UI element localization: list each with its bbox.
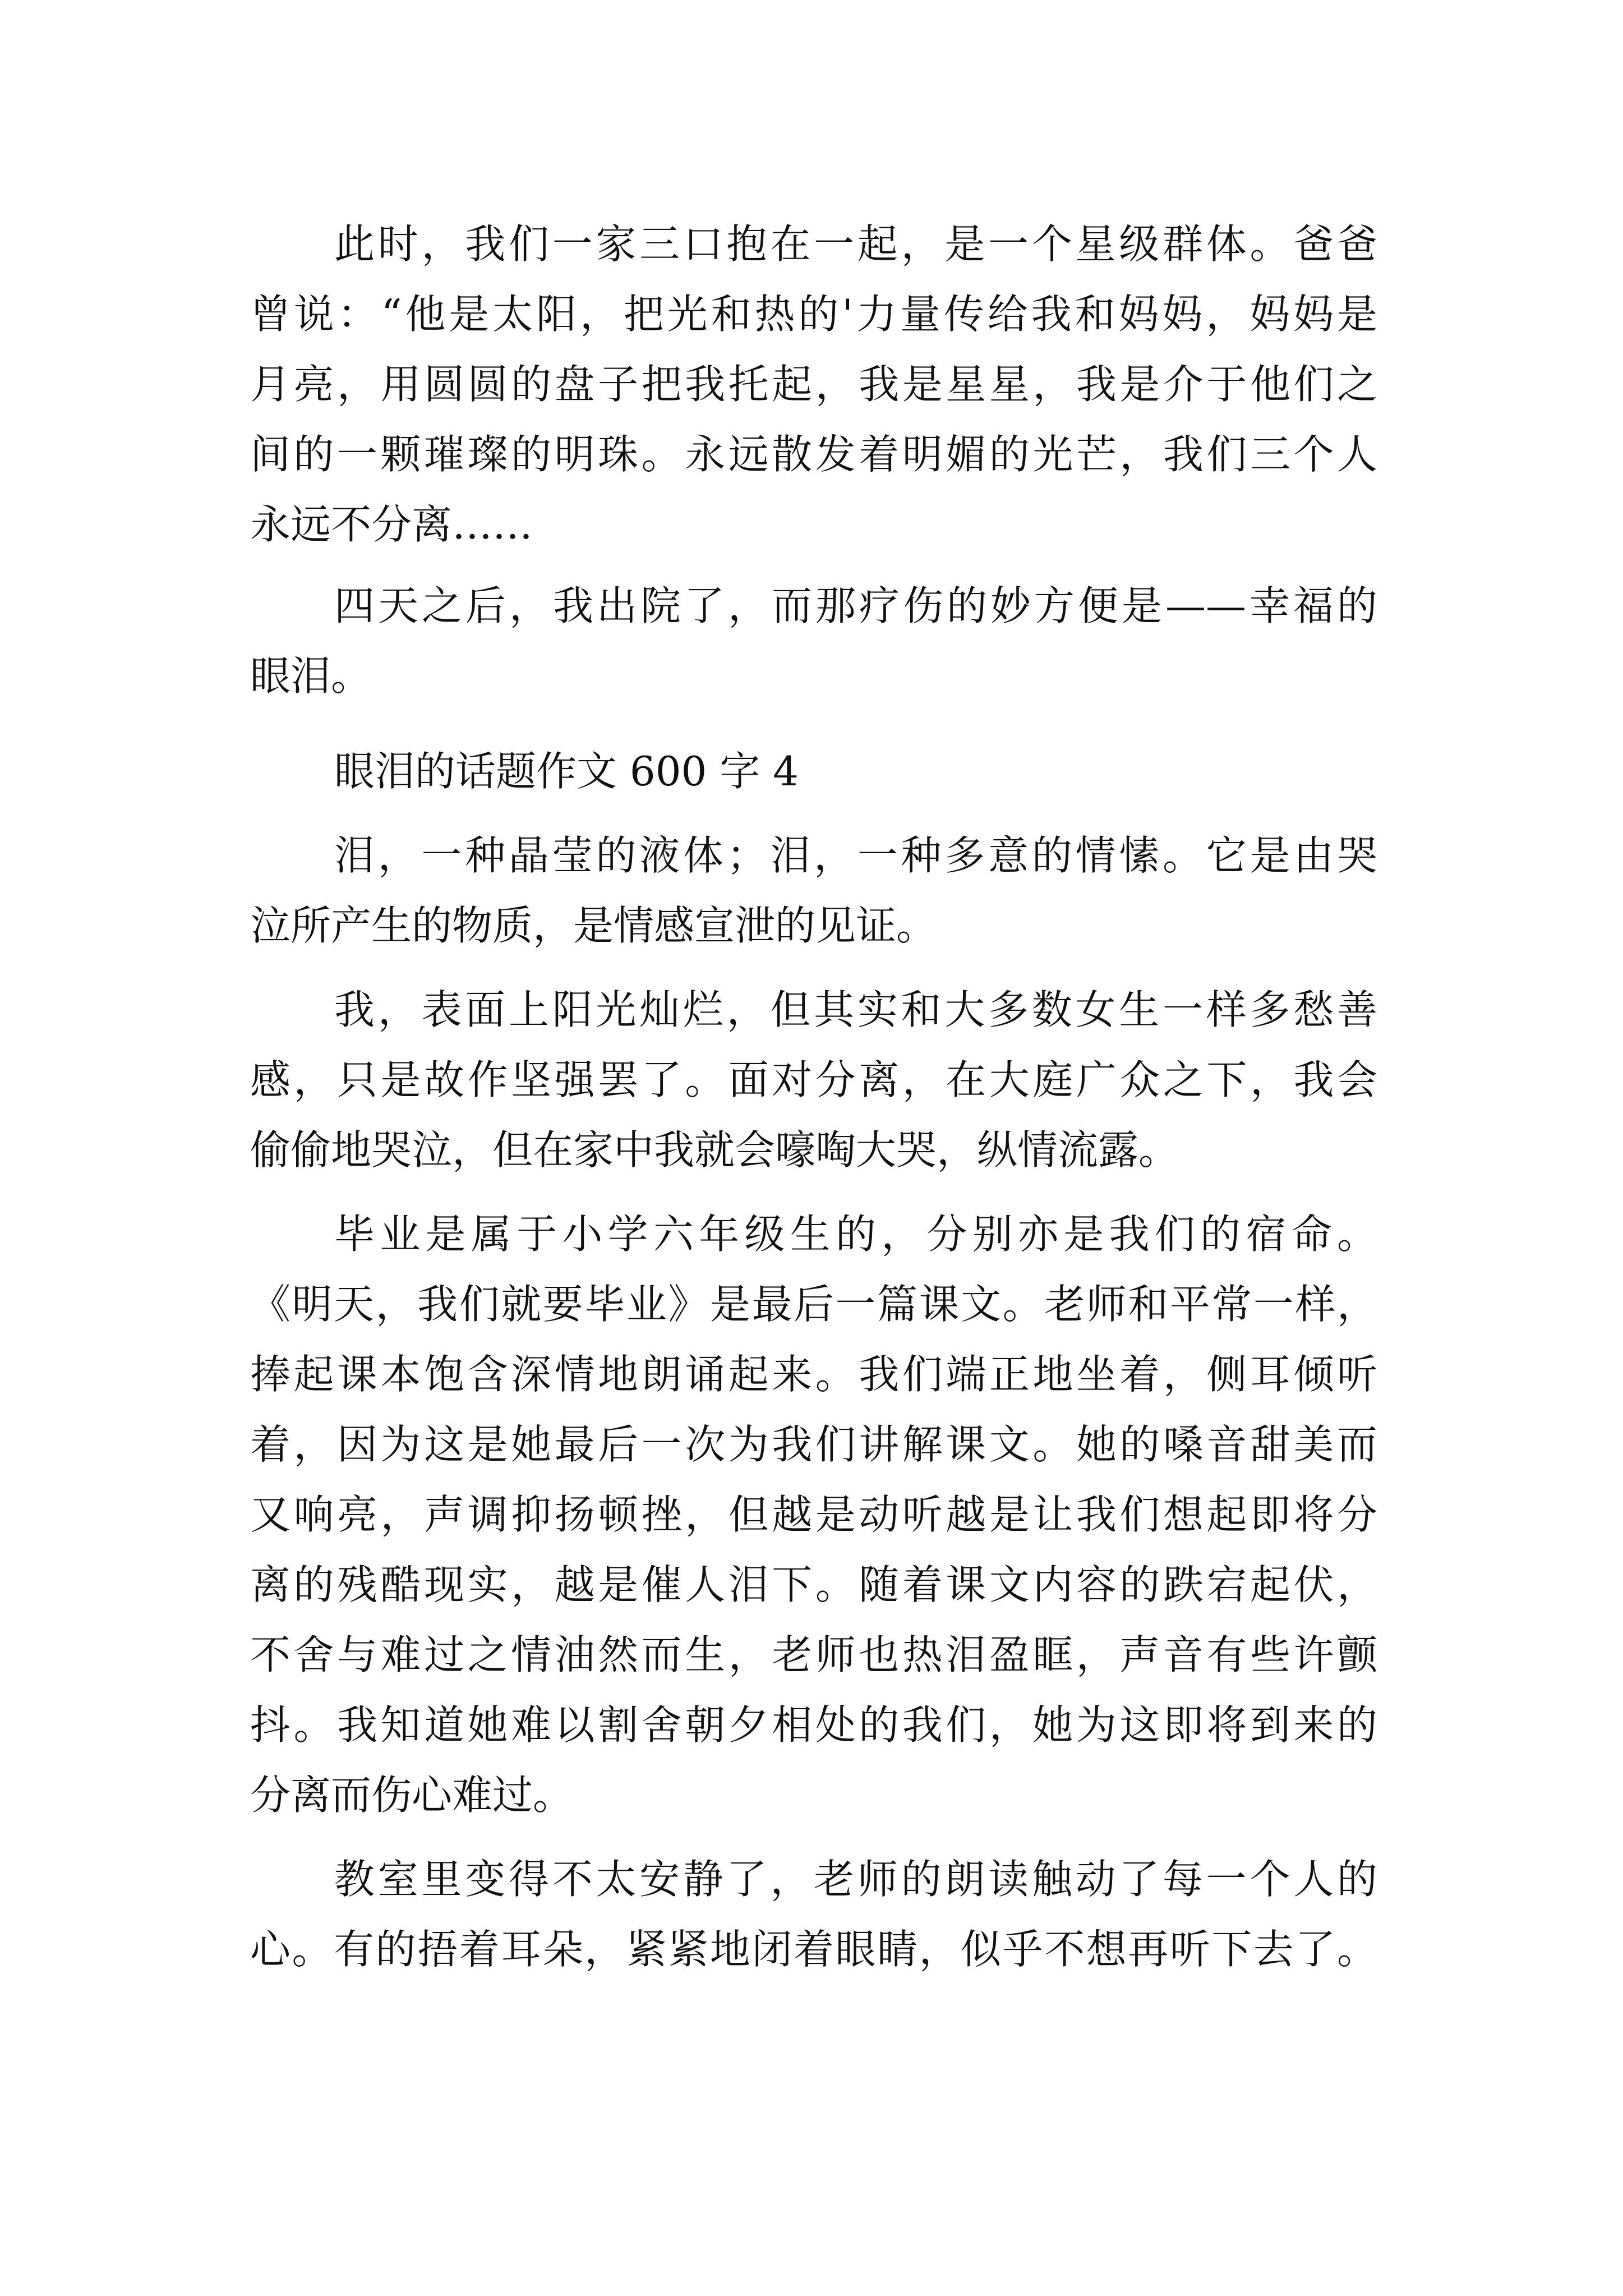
paragraph-line: 偷偷地哭泣，但在家中我就会嚎啕大哭，纵情流露。 [250, 1126, 1179, 1174]
paragraph-line: 永远不分离…… [250, 501, 533, 548]
paragraph-line: 教室里变得不太安静了，老师的朗读触动了每一个人的 [334, 1856, 1377, 1903]
paragraph-line: 间的一颗璀璨的明珠。永远散发着明媚的光芒，我们三个人 [250, 431, 1377, 478]
paragraph-line: 不舍与难过之情油然而生，老师也热泪盈眶，声音有些许颤 [250, 1631, 1377, 1678]
paragraph-line: 泪，一种晶莹的液体；泪，一种多意的情愫。它是由哭 [334, 832, 1377, 879]
paragraph-line: 感，只是故作坚强罢了。面对分离，在大庭广众之下，我会 [250, 1056, 1377, 1103]
paragraph-line: 眼泪。 [250, 652, 372, 700]
section-heading: 眼泪的话题作文 600 字 4 [334, 748, 799, 795]
paragraph-line: 离的残酷现实，越是催人泪下。随着课文内容的跌宕起伏， [250, 1561, 1377, 1608]
paragraph-line: 着，因为这是她最后一次为我们讲解课文。她的嗓音甜美而 [250, 1421, 1377, 1468]
paragraph-line: 此时，我们一家三口抱在一起，是一个星级群体。爸爸 [334, 220, 1377, 268]
paragraph-line: 抖。我知道她难以割舍朝夕相处的我们，她为这即将到来的 [250, 1701, 1377, 1749]
paragraph-line: 又响亮，声调抑扬顿挫，但越是动听越是让我们想起即将分 [250, 1491, 1377, 1538]
paragraph-line: 《明天，我们就要毕业》是最后一篇课文。老师和平常一样， [250, 1281, 1377, 1328]
paragraph-line: 分离而伤心难过。 [250, 1772, 574, 1819]
paragraph-line: 捧起课本饱含深情地朗诵起来。我们端正地坐着，侧耳倾听 [250, 1351, 1377, 1398]
paragraph-line: 毕业是属于小学六年级生的，分别亦是我们的宿命。 [334, 1211, 1377, 1258]
paragraph-line: 泣所产生的物质，是情感宣泄的见证。 [250, 902, 937, 949]
paragraph-line: 月亮，用圆圆的盘子把我托起，我是星星，我是介于他们之 [250, 361, 1377, 408]
paragraph-line: 四天之后，我出院了，而那疗伤的妙方便是——幸福的 [334, 582, 1377, 629]
paragraph-line: 心。有的捂着耳朵，紧紧地闭着眼睛，似乎不想再听下去了。 [250, 1926, 1377, 1973]
paragraph-line: 我，表面上阳光灿烂，但其实和大多数女生一样多愁善 [334, 986, 1377, 1033]
paragraph-line: 曾说：“他是太阳，把光和热的'力量传给我和妈妈，妈妈是 [250, 291, 1377, 338]
